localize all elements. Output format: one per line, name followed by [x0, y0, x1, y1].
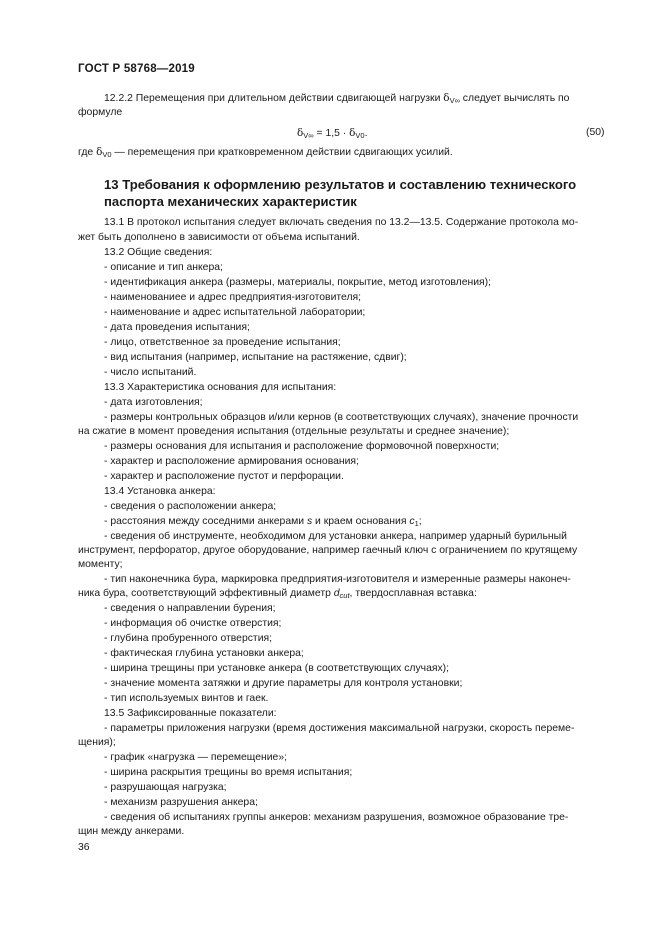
list-item: - лицо, ответственное за проведение испытания;	[104, 337, 341, 348]
list-item-continuation: щин между анкерами.	[78, 826, 185, 837]
list-item: - значение момента затяжки и другие параметры для контроля установки;	[104, 678, 463, 689]
formula-50: $\delta_{V\infty} = 1,5 \cdot \delta_{V0}$.	[297, 127, 368, 140]
list-item: - размеры основания для испытания и расположение формовочной поверхности;	[104, 441, 500, 452]
list-item: - число испытаний.	[104, 367, 197, 378]
para-13-4-title: 13.4 Установка анкера:	[104, 486, 216, 497]
para-13-1-line2: жет быть дополнено в зависимости от объема испытаний.	[78, 232, 360, 243]
list-item-continuation: ника бура, соответствующий эффективный диаметр $d_{cut}$, твердосплавная вставка:	[78, 588, 477, 600]
list-item: - фактическая глубина установки анкера;	[104, 648, 304, 659]
para-13-1-line1: 13.1 В протокол испытания следует включать сведения по 13.2—13.5. Содержание протокола мо-	[104, 217, 579, 228]
list-item: - глубина пробуренного отверстия;	[104, 633, 273, 644]
para-13-2-title: 13.2 Общие сведения:	[104, 247, 213, 258]
delta-symbol: δ	[443, 92, 450, 104]
list-item: - механизм разрушения анкера;	[104, 797, 258, 808]
list-item: - параметры приложения нагрузки (время достижения максимальной нагрузки, скорость переме-	[104, 723, 575, 734]
list-item: - размеры контрольных образцов и/или кернов (в соответствующих случаях), значение прочности	[104, 412, 579, 423]
list-item: - наименование и адрес испытательной лаборатории;	[104, 307, 366, 318]
para-12-2-2-line2: формуле	[78, 107, 123, 118]
list-item: - тип наконечника бура, маркировка предприятия-изготовителя и измеренные размеры наконеч-	[104, 574, 571, 585]
list-item: - ширина трещины при установке анкера (в соответствующих случаях);	[104, 663, 450, 674]
para-12-2-2-line1: 12.2.2 Перемещения при длительном действии сдвигающей нагрузки $\delta_{V\infty}$ следует вычислять по	[104, 92, 570, 105]
list-item: - ширина раскрытия трещины во время испытания;	[104, 767, 353, 778]
formula-where-clause: где $\delta_{V0}$ — перемещения при кратковременном действии сдвигающих усилий.	[78, 146, 453, 159]
list-item: - информация об очистке отверстия;	[104, 618, 282, 629]
list-item: - расстояния между соседними анкерами s и краем основания $c_1$;	[104, 516, 422, 528]
list-item: - сведения об инструменте, необходимом для установки анкера, например ударный бурильный	[104, 531, 567, 542]
list-item: - разрушающая нагрузка;	[104, 782, 227, 793]
list-item-continuation: на сжатие в момент проведения испытания (отдельные результаты и среднее значение);	[78, 426, 510, 437]
list-item: - сведения о направлении бурения;	[104, 603, 276, 614]
list-item: - вид испытания (например, испытание на растяжение, сдвиг);	[104, 352, 407, 363]
page-number: 36	[78, 842, 90, 853]
list-item: - тип используемых винтов и гаек.	[104, 693, 269, 704]
list-item-continuation: инструмент, перфоратор, другое оборудование, например гаечный ключ с ограничением по крутящему	[78, 545, 578, 556]
equation-number: (50)	[586, 127, 605, 138]
para-13-3-title: 13.3 Характеристика основания для испытания:	[104, 382, 337, 393]
list-item: - дата проведения испытания;	[104, 322, 250, 333]
list-item: - сведения об испытаниях группы анкеров: механизм разрушения, возможное образование тре-	[104, 812, 569, 823]
list-item: - характер и расположение армирования основания;	[104, 456, 359, 467]
list-item: - дата изготовления;	[104, 397, 203, 408]
list-item-continuation: моменту;	[78, 559, 123, 570]
list-item: - сведения о расположении анкера;	[104, 501, 277, 512]
para-13-5-title: 13.5 Зафиксированные показатели:	[104, 708, 277, 719]
section-13-heading: 13 Требования к оформлению результатов и составлению технического паспорта механических характеристик	[104, 177, 577, 209]
list-item-continuation: щения);	[78, 737, 116, 748]
list-item: - идентификация анкера (размеры, материалы, покрытие, метод изготовления);	[104, 277, 492, 288]
list-item: - наименованиее и адрес предприятия-изготовителя;	[104, 292, 362, 303]
list-item: - характер и расположение пустот и перфорации.	[104, 471, 344, 482]
list-item: - описание и тип анкера;	[104, 262, 223, 273]
list-item: - график «нагрузка — перемещение»;	[104, 752, 287, 763]
document-standard-id: ГОСТ Р 58768—2019	[78, 63, 195, 75]
